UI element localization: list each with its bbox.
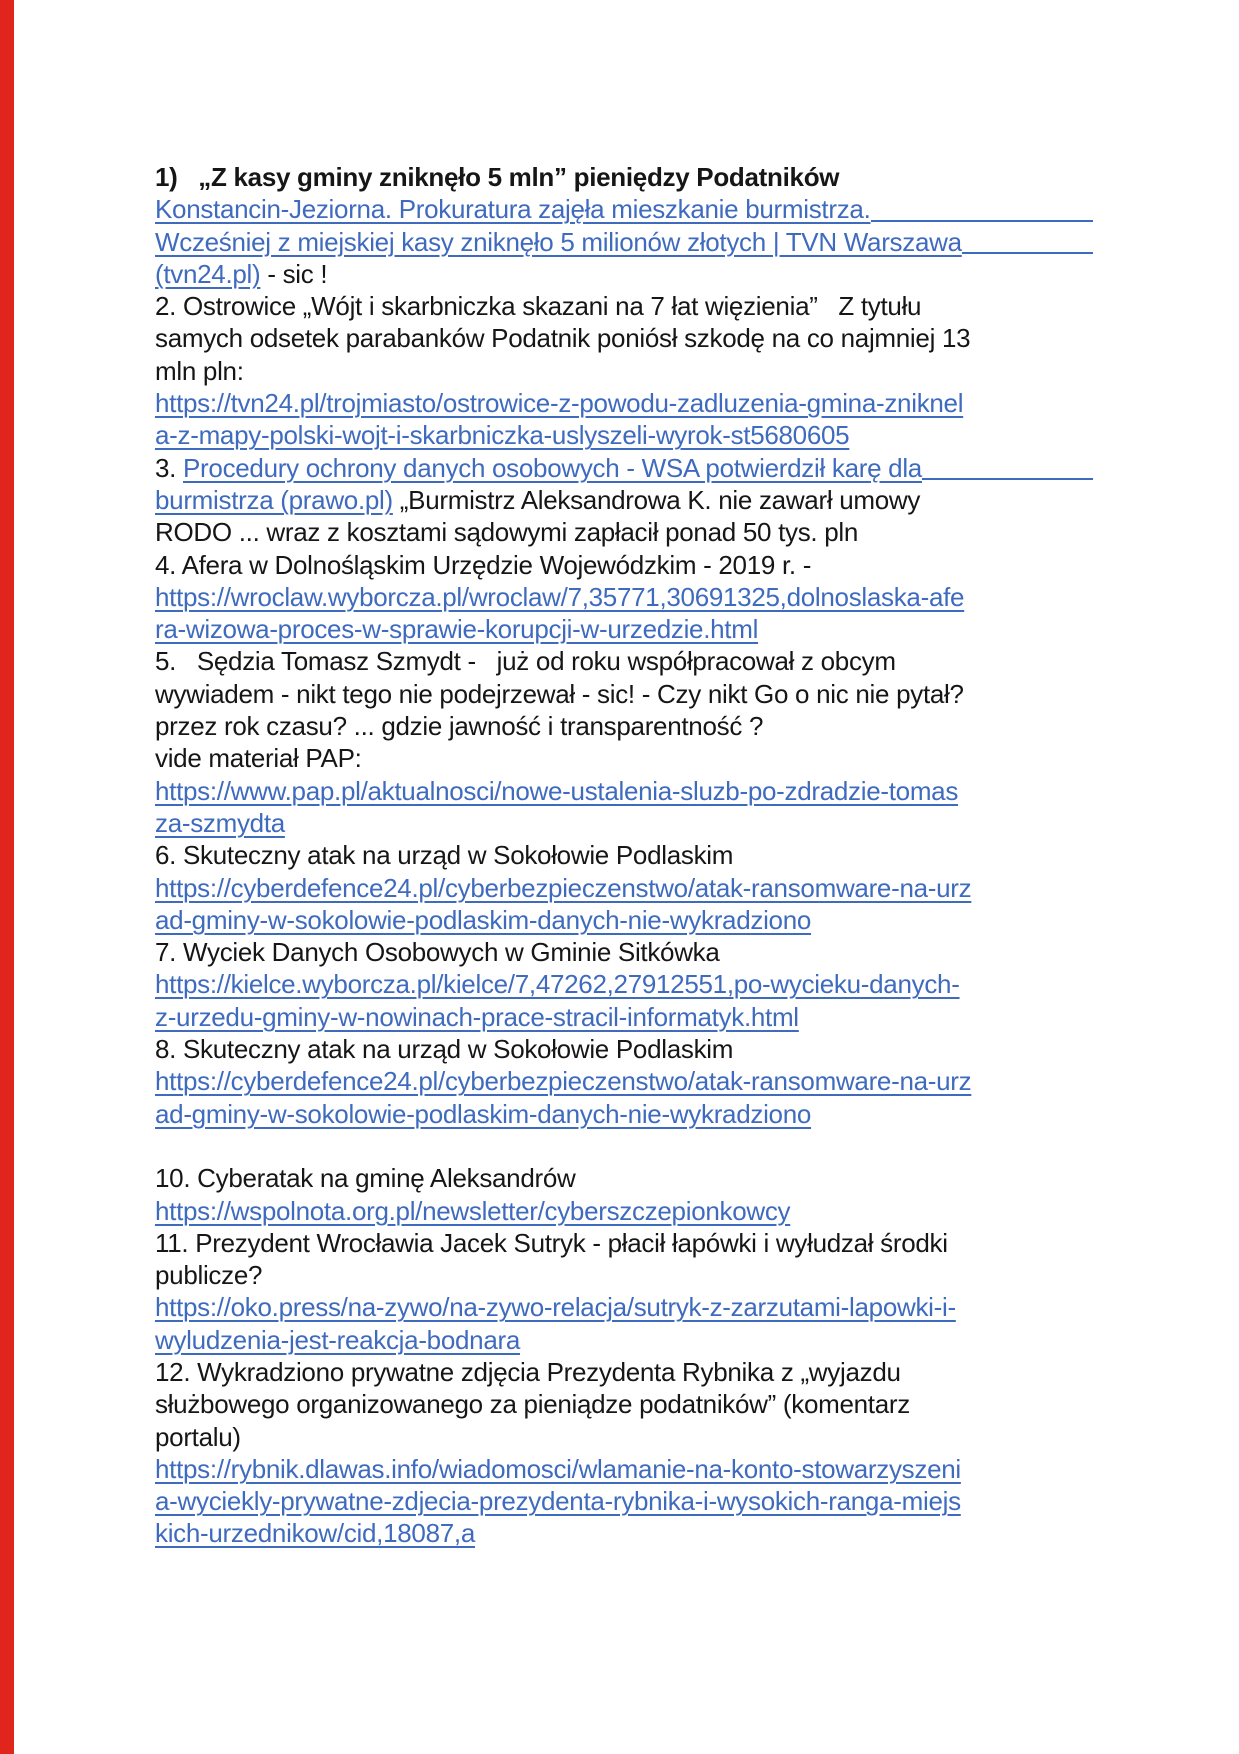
text-run: 3. [155, 452, 184, 483]
document-line [155, 1356, 1093, 1388]
document-line [155, 904, 1093, 936]
document-line [155, 1421, 1093, 1453]
document-line [155, 1324, 1093, 1356]
document-line [155, 258, 1093, 290]
document-line [155, 872, 1093, 904]
document-line [155, 419, 1093, 451]
underline-extension [962, 252, 1093, 254]
document-line [155, 452, 1093, 484]
hyperlink[interactable]: https://cyberdefence24.pl/cyberbezpieczenstwo/atak-ransomware-na-urz [155, 872, 972, 903]
document-line [155, 1033, 1093, 1065]
hyperlink[interactable]: Procedury ochrony danych osobowych - WSA potwierdził karę dla [183, 452, 922, 483]
hyperlink[interactable]: ra-wizowa-proces-w-sprawie-korupcji-w-urzedzie.html [155, 614, 759, 645]
underline-extension [922, 478, 1093, 480]
document-line [155, 645, 1093, 677]
text-run: - sic ! [260, 258, 328, 289]
hyperlink[interactable]: https://oko.press/na-zywo/na-zywo-relacja/sutryk-z-zarzutami-lapowki-i- [155, 1292, 956, 1323]
hyperlink[interactable]: Wcześniej z miejskiej kasy zniknęło 5 milionów złotych | TVN Warszawa [155, 226, 962, 257]
text-run: 2. Ostrowice „Wójt i skarbniczka skazani na 7 łat więzienia” Z tytułu [155, 291, 922, 322]
document-line [155, 742, 1093, 774]
document-line [155, 1453, 1093, 1485]
text-run: 12. Wykradziono prywatne zdjęcia Prezydenta Rybnika z „wyjazdu [155, 1356, 901, 1387]
document-line [155, 1517, 1093, 1549]
document-line [155, 193, 1093, 225]
text-run: 10. Cyberatak na gminę Aleksandrów [155, 1163, 576, 1194]
text-run: wywiadem - nikt tego nie podejrzewał - sic! - Czy nikt Go o nic nie pytał? [155, 678, 964, 709]
document-line [155, 355, 1093, 387]
text-run: publicze? [155, 1260, 263, 1291]
text-run: RODO ... wraz z kosztami sądowymi zapłacił ponad 50 tys. pln [155, 517, 859, 548]
document-line [155, 1195, 1093, 1227]
hyperlink[interactable]: ad-gminy-w-sokolowie-podlaskim-danych-nie-wykradziono [155, 904, 812, 935]
document-line [155, 710, 1093, 742]
document-text [155, 161, 1093, 1550]
document-line [155, 968, 1093, 1000]
hyperlink[interactable]: burmistrza (prawo.pl) [155, 484, 393, 515]
document-line [155, 1388, 1093, 1420]
hyperlink[interactable]: https://rybnik.dlawas.info/wiadomosci/wlamanie-na-konto-stowarzyszeni [155, 1453, 961, 1484]
text-run: 7. Wyciek Danych Osobowych w Gminie Sitkówka [155, 937, 720, 968]
text-run: 1) „Z kasy gminy zniknęło 5 mln” pieniędzy Podatników [155, 162, 840, 192]
document-line [155, 1001, 1093, 1033]
hyperlink[interactable]: https://cyberdefence24.pl/cyberbezpieczenstwo/atak-ransomware-na-urz [155, 1066, 972, 1097]
hyperlink[interactable]: kich-urzednikow/cid,18087,a [155, 1518, 475, 1549]
document-line [155, 581, 1093, 613]
text-run: samych odsetek parabanków Podatnik poniósł szkodę na co najmniej 13 [155, 323, 971, 354]
hyperlink[interactable]: a-wyciekly-prywatne-zdjecia-prezydenta-rybnika-i-wysokich-ranga-miejs [155, 1486, 961, 1517]
document-line [155, 1259, 1093, 1291]
document-line [155, 1227, 1093, 1259]
text-run: vide materiał PAP: [155, 743, 362, 774]
hyperlink[interactable]: https://www.pap.pl/aktualnosci/nowe-ustalenia-sluzb-po-zdradzie-tomas [155, 775, 959, 806]
text-run: 6. Skuteczny atak na urząd w Sokołowie Podlaskim [155, 840, 734, 871]
hyperlink[interactable]: Konstancin-Jeziorna. Prokuratura zajęła mieszkanie burmistrza. [155, 194, 871, 225]
hyperlink[interactable]: https://wroclaw.wyborcza.pl/wroclaw/7,35771,30691325,dolnoslaska-afe [155, 581, 965, 612]
document-line [155, 1485, 1093, 1517]
hyperlink[interactable]: https://kielce.wyborcza.pl/kielce/7,47262,27912551,po-wycieku-danych- [155, 969, 960, 1000]
text-run: służbowego organizowanego za pieniądze podatników” (komentarz [155, 1389, 910, 1420]
document-line [155, 1098, 1093, 1130]
text-run: portalu) [155, 1421, 241, 1452]
document-line [155, 484, 1093, 516]
hyperlink[interactable]: za-szmydta [155, 807, 285, 838]
text-run: mln pln: [155, 355, 244, 386]
hyperlink[interactable]: https://tvn24.pl/trojmiasto/ostrowice-z-powodu-zadluzenia-gmina-zniknel [155, 388, 964, 419]
document-line [155, 775, 1093, 807]
document-line [155, 678, 1093, 710]
text-run: 4. Afera w Dolnośląskim Urzędzie Wojewódzkim - 2019 r. - [155, 549, 812, 580]
document-line [155, 1130, 1093, 1162]
hyperlink[interactable]: wyludzenia-jest-reakcja-bodnara [155, 1324, 520, 1355]
document-line [155, 322, 1093, 354]
document-line [155, 1291, 1093, 1323]
document-line [155, 839, 1093, 871]
document-line [155, 387, 1093, 419]
text-run: 8. Skuteczny atak na urząd w Sokołowie Podlaskim [155, 1034, 734, 1065]
document-line [155, 1065, 1093, 1097]
hyperlink[interactable]: ad-gminy-w-sokolowie-podlaskim-danych-nie-wykradziono [155, 1098, 812, 1129]
text-run: 5. Sędzia Tomasz Szmydt - już od roku współpracował z obcym [155, 646, 896, 677]
document-line [155, 549, 1093, 581]
hyperlink[interactable]: z-urzedu-gminy-w-nowinach-prace-stracil-informatyk.html [155, 1001, 799, 1032]
underline-extension [871, 220, 1094, 222]
document-line [155, 516, 1093, 548]
text-run: „Burmistrz Aleksandrowa K. nie zawarł umowy [392, 484, 921, 515]
document-line [155, 161, 1093, 193]
document-line [155, 226, 1093, 258]
document-line [155, 613, 1093, 645]
hyperlink[interactable]: a-z-mapy-polski-wojt-i-skarbniczka-uslyszeli-wyrok-st5680605 [155, 420, 850, 451]
hyperlink[interactable]: (tvn24.pl) [155, 258, 261, 289]
text-run: przez rok czasu? ... gdzie jawność i transparentność ? [155, 711, 764, 742]
document-line [155, 1162, 1093, 1194]
hyperlink[interactable]: https://wspolnota.org.pl/newsletter/cyberszczepionkowcy [155, 1195, 791, 1226]
text-run: 11. Prezydent Wrocławia Jacek Sutryk - płacił łapówki i wyłudzał środki [155, 1227, 948, 1258]
document-line [155, 290, 1093, 322]
document-line [155, 807, 1093, 839]
document-line [155, 936, 1093, 968]
scan-edge-strip [0, 0, 14, 1754]
